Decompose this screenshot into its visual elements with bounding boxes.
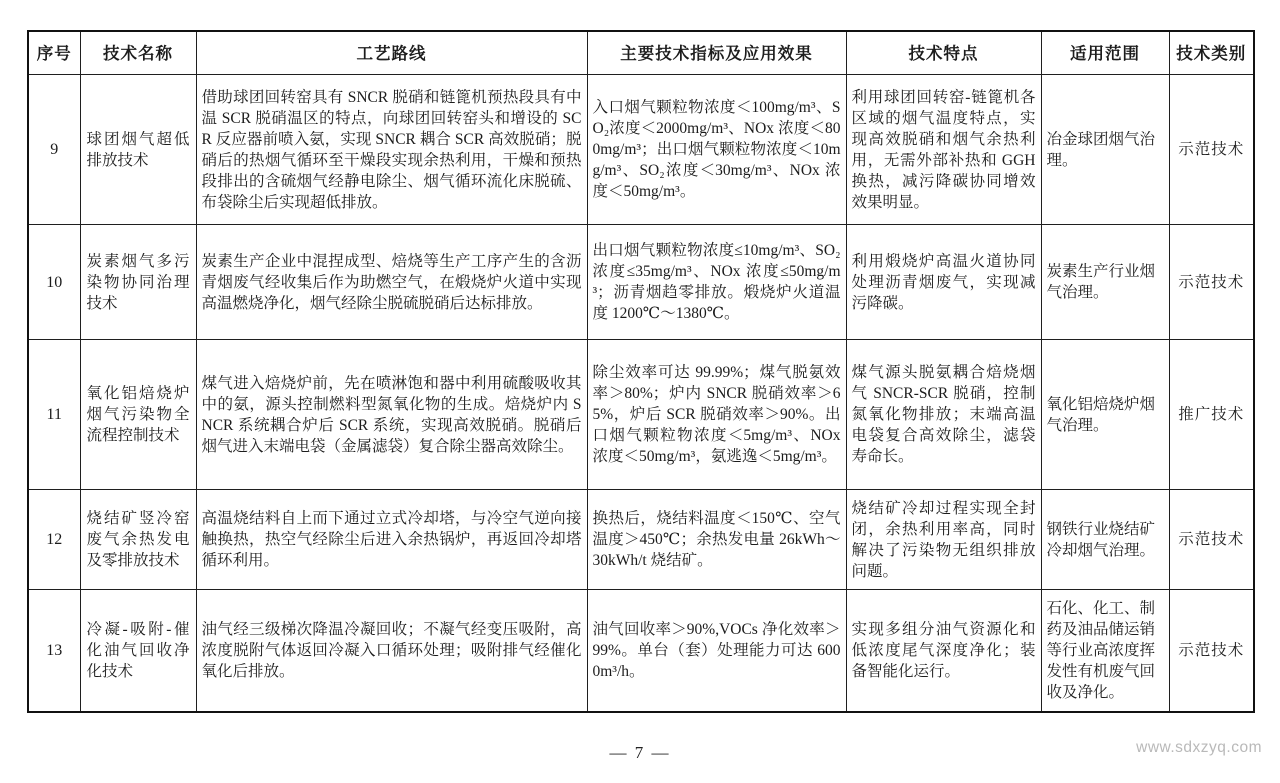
cell-process-route: 高温烧结料自上而下通过立式冷却塔，与冷空气逆向接触换热，热空气经除尘后进入余热锅炉，再返回冷却塔循环利用。	[196, 490, 587, 590]
cell-technology-name: 氧化铝焙烧炉烟气污染物全流程控制技术	[80, 340, 196, 490]
cell-scope: 冶金球团烟气治理。	[1041, 75, 1169, 225]
table-row-11	[28, 340, 1254, 490]
table-row-9	[28, 75, 1254, 225]
cell-category: 示范技术	[1169, 75, 1254, 225]
page-number: — 7 —	[609, 743, 671, 762]
cell-features: 烧结矿冷却过程实现全封闭，余热利用率高，同时解决了污染物无组织排放问题。	[846, 490, 1041, 590]
cell-features: 利用煅烧炉高温火道协同处理沥青烟废气，实现减污降碳。	[846, 225, 1041, 340]
cell-serial-number: 10	[28, 225, 80, 340]
table-header-row	[28, 31, 1254, 75]
cell-process-route: 炭素生产企业中混捏成型、焙烧等生产工序产生的含沥青烟废气经收集后作为助燃空气，在煅烧炉火道中实现高温燃烧净化，烟气经除尘脱硫脱硝后达标排放。	[196, 225, 587, 340]
cell-technology-name: 冷凝-吸附-催化油气回收净化技术	[80, 590, 196, 712]
cell-technology-name: 球团烟气超低排放技术	[80, 75, 196, 225]
header-applicable-scope: 适用范围	[1041, 31, 1169, 75]
header-technology-name: 技术名称	[80, 31, 196, 75]
cell-indicators: 除尘效率可达 99.99%；煤气脱氨效率＞80%；炉内 SNCR 脱硝效率＞65%，炉后 SCR 脱硝效率＞90%。出口烟气颗粒物浓度＜5mg/m³、NOx 浓度＜50mg/m³，氨逃逸＜5mg/m³。	[587, 340, 846, 490]
table-row-12	[28, 490, 1254, 590]
cell-scope: 氧化铝焙烧炉烟气治理。	[1041, 340, 1169, 490]
cell-serial-number: 13	[28, 590, 80, 712]
cell-indicators: 入口烟气颗粒物浓度＜100mg/m³、SO₂浓度＜2000mg/m³、NOx 浓度＜800mg/m³；出口烟气颗粒物浓度＜10mg/m³、SO₂浓度＜30mg/m³、NOx 浓度＜50mg/m³。	[587, 75, 846, 225]
cell-features: 煤气源头脱氨耦合焙烧烟气 SNCR-SCR 脱硝，控制氮氧化物排放；末端高温电袋复合高效除尘，滤袋寿命长。	[846, 340, 1041, 490]
watermark-text: www.sdxzyq.com	[1136, 739, 1262, 756]
cell-process-route: 油气经三级梯次降温冷凝回收；不凝气经变压吸附，高浓度脱附气体返回冷凝入口循环处理；吸附排气经催化氧化后排放。	[196, 590, 587, 712]
cell-features: 实现多组分油气资源化和低浓度尾气深度净化；装备智能化运行。	[846, 590, 1041, 712]
cell-category: 示范技术	[1169, 590, 1254, 712]
header-technology-category: 技术类别	[1169, 31, 1254, 75]
cell-scope: 石化、化工、制药及油品储运销等行业高浓度挥发性有机废气回收及净化。	[1041, 590, 1169, 712]
technology-table	[27, 30, 1255, 713]
cell-indicators: 出口烟气颗粒物浓度≤10mg/m³、SO₂浓度≤35mg/m³、NOx 浓度≤50mg/m³；沥青烟趋零排放。煅烧炉火道温度 1200℃～1380℃。	[587, 225, 846, 340]
header-process-route: 工艺路线	[196, 31, 587, 75]
cell-technology-name: 炭素烟气多污染物协同治理技术	[80, 225, 196, 340]
cell-category: 推广技术	[1169, 340, 1254, 490]
cell-category: 示范技术	[1169, 490, 1254, 590]
cell-process-route: 煤气进入焙烧炉前，先在喷淋饱和器中利用硫酸吸收其中的氨，源头控制燃料型氮氧化物的生成。焙烧炉内 SNCR 系统耦合炉后 SCR 系统，实现高效脱硝。脱硝后烟气进入末端电袋（金属滤袋）复合除尘器高效除尘。	[196, 340, 587, 490]
header-technical-indicators: 主要技术指标及应用效果	[587, 31, 846, 75]
cell-serial-number: 9	[28, 75, 80, 225]
cell-process-route: 借助球团回转窑具有 SNCR 脱硝和链篦机预热段具有中温 SCR 脱硝温区的特点，向球团回转窑头和增设的 SCR 反应器前喷入氨，实现 SNCR 耦合 SCR 高效脱硝；脱硝后的热烟气循环至干燥段实现余热利用，干燥和预热段排出的含硫烟气经静电除尘、烟气循环流化床脱硫、布袋除尘后实现超低排放。	[196, 75, 587, 225]
cell-indicators: 油气回收率＞90%,VOCs 净化效率＞99%。单台（套）处理能力可达 6000m³/h。	[587, 590, 846, 712]
header-serial-number: 序号	[28, 31, 80, 75]
cell-category: 示范技术	[1169, 225, 1254, 340]
header-technical-features: 技术特点	[846, 31, 1041, 75]
cell-serial-number: 11	[28, 340, 80, 490]
cell-scope: 炭素生产行业烟气治理。	[1041, 225, 1169, 340]
table-row-13	[28, 590, 1254, 712]
cell-features: 利用球团回转窑-链篦机各区域的烟气温度特点，实现高效脱硝和烟气余热利用，无需外部补热和 GGH 换热，减污降碳协同增效效果明显。	[846, 75, 1041, 225]
cell-indicators: 换热后，烧结料温度＜150℃、空气温度＞450℃；余热发电量 26kWh～30kWh/t 烧结矿。	[587, 490, 846, 590]
table-row-10	[28, 225, 1254, 340]
cell-technology-name: 烧结矿竖冷窑废气余热发电及零排放技术	[80, 490, 196, 590]
cell-scope: 钢铁行业烧结矿冷却烟气治理。	[1041, 490, 1169, 590]
cell-serial-number: 12	[28, 490, 80, 590]
